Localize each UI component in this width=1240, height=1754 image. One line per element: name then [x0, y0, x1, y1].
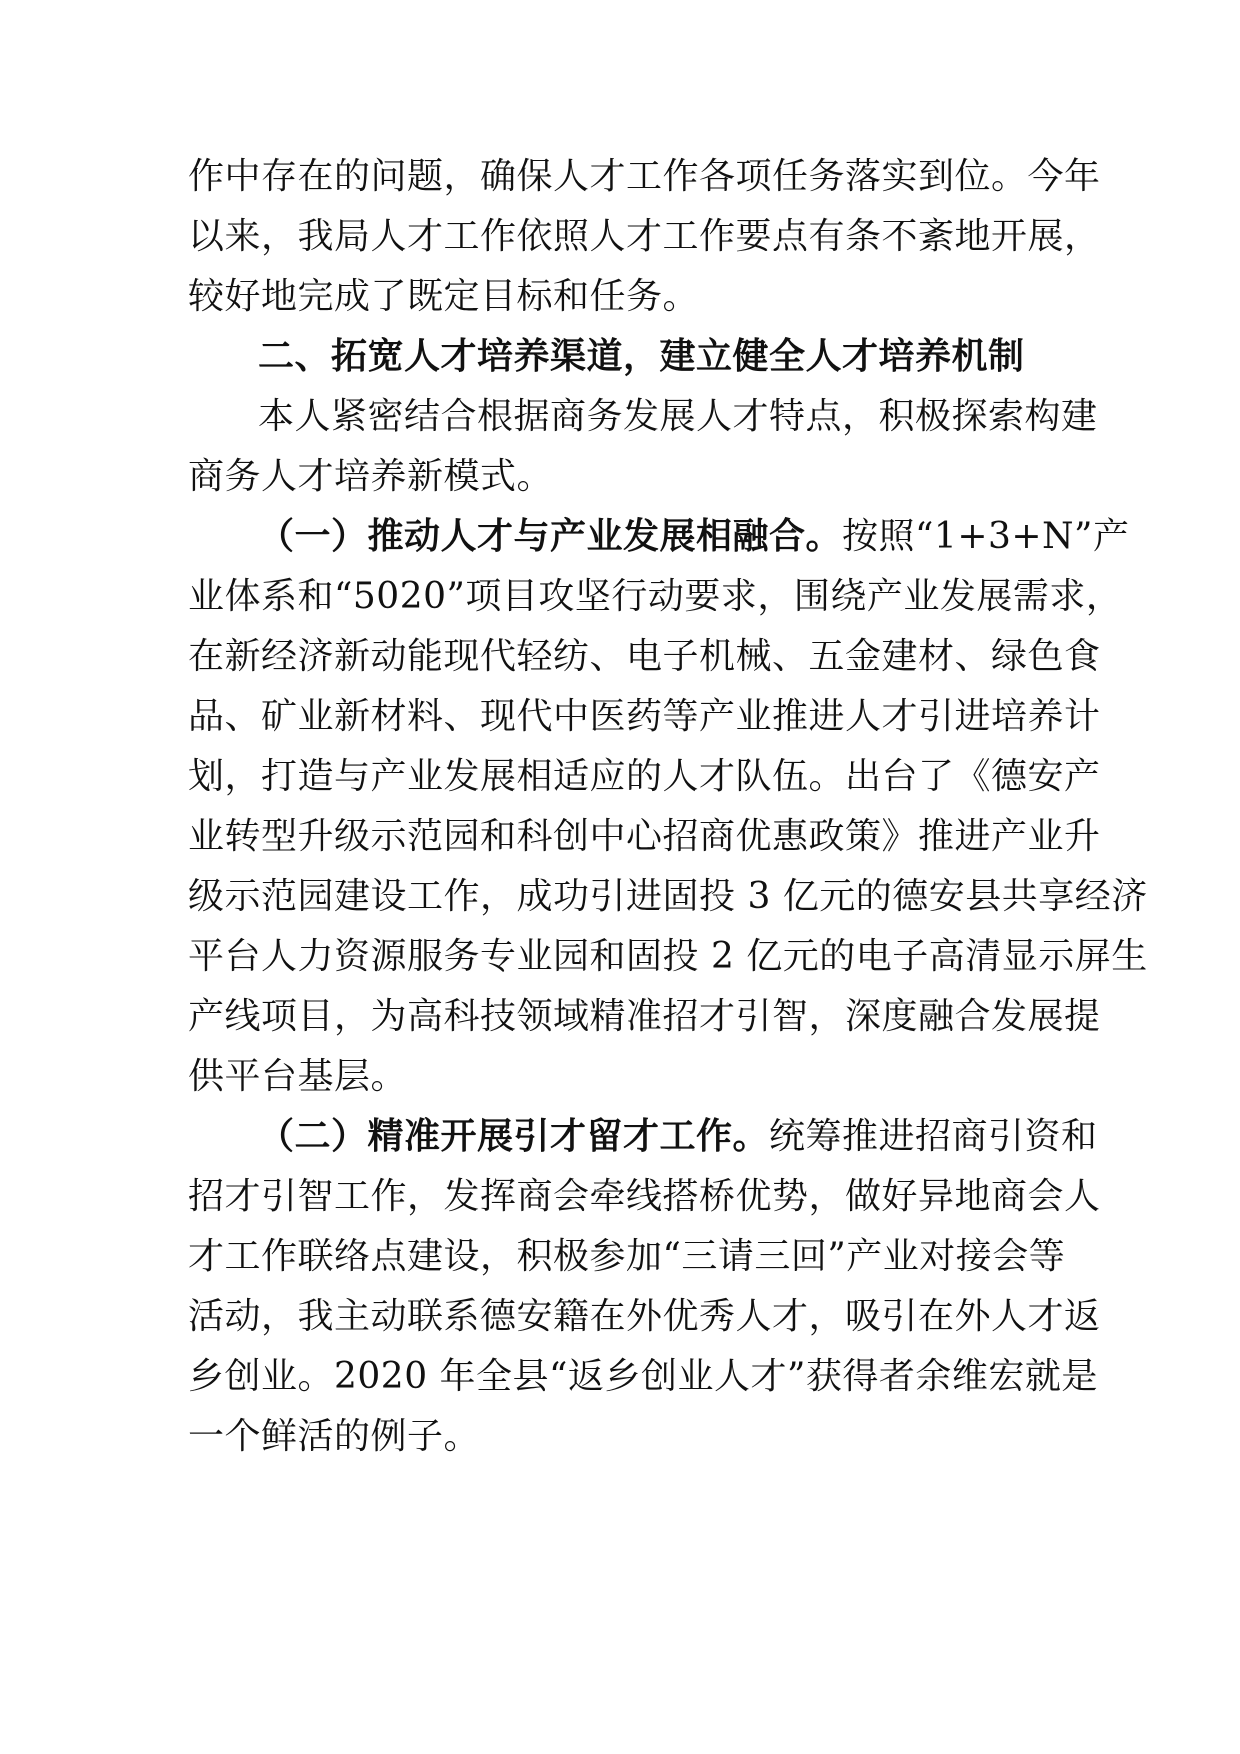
paragraph-line: 较好地完成了既定目标和任务。 — [188, 276, 700, 317]
paragraph-line: 在新经济新动能现代轻纺、电子机械、五金建材、绿色食 — [188, 636, 1101, 677]
paragraph-line: 一个鲜活的例子。 — [188, 1416, 481, 1457]
paragraph-line: 产线项目，为高科技领域精准招才引智，深度融合发展提 — [188, 996, 1101, 1037]
paragraph-line: 商务人才培养新模式。 — [188, 456, 554, 497]
paragraph-line: 业体系和“5020”项目攻坚行动要求，围绕产业发展需求， — [188, 576, 1123, 617]
subsection-heading: （一）推动人才与产业发展相融合。 — [258, 516, 843, 557]
paragraph-line: 品、矿业新材料、现代中医药等产业推进人才引进培养计 — [188, 696, 1101, 737]
section-heading: 二、拓宽人才培养渠道，建立健全人才培养机制 — [258, 336, 1025, 377]
paragraph-line: 活动，我主动联系德安籍在外优秀人才，吸引在外人才返 — [188, 1296, 1101, 1337]
paragraph-line: 平台人力资源服务专业园和固投 2 亿元的电子高清显示屏生 — [188, 936, 1148, 977]
paragraph-line: 划，打造与产业发展相适应的人才队伍。出台了《德安产 — [188, 756, 1101, 797]
subsection-text: 按照“1+3+N”产 — [842, 516, 1130, 557]
paragraph-line: 才工作联络点建设，积极参加“三请三回”产业对接会等 — [188, 1236, 1066, 1277]
paragraph-line: 供平台基层。 — [188, 1056, 408, 1097]
paragraph-line: 乡创业。2020 年全县“返乡创业人才”获得者余维宏就是 — [188, 1356, 1098, 1397]
subsection-first-line — [258, 1115, 1098, 1159]
subsection-text: 统筹推进招商引资和 — [769, 1116, 1098, 1157]
paragraph-line: 本人紧密结合根据商务发展人才特点，积极探索构建 — [258, 396, 1098, 437]
paragraph-line: 以来，我局人才工作依照人才工作要点有条不紊地开展， — [188, 216, 1101, 257]
subsection-heading: （二）精准开展引才留才工作。 — [258, 1116, 770, 1157]
paragraph-line: 作中存在的问题，确保人才工作各项任务落实到位。今年 — [188, 156, 1101, 197]
paragraph-line: 级示范园建设工作，成功引进固投 3 亿元的德安县共享经济 — [188, 876, 1148, 917]
subsection-first-line — [258, 515, 1130, 559]
paragraph-line: 业转型升级示范园和科创中心招商优惠政策》推进产业升 — [188, 816, 1101, 857]
paragraph-line: 招才引智工作，发挥商会牵线搭桥优势，做好异地商会人 — [188, 1176, 1101, 1217]
